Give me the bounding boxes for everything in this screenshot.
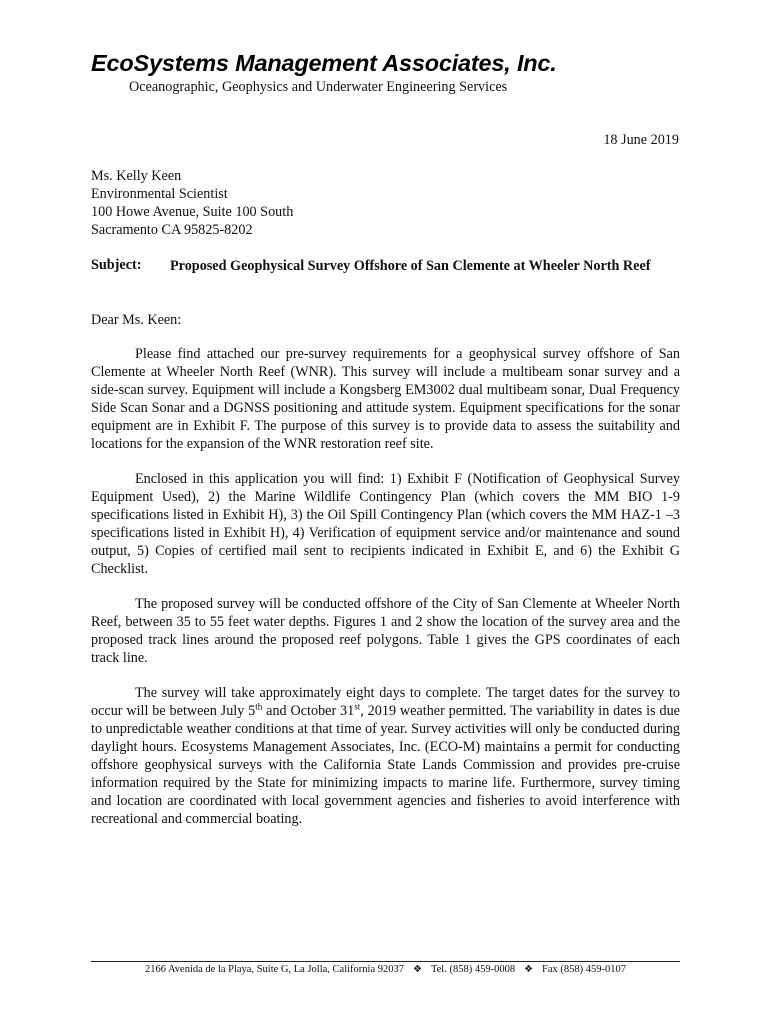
- subject-text: Proposed Geophysical Survey Offshore of San Clemente at Wheeler North Reef: [170, 258, 651, 274]
- diamond-separator-icon: ❖: [412, 964, 422, 975]
- subject-label: Subject:: [91, 257, 142, 273]
- company-name: EcoSystems Management Associates, Inc.: [91, 50, 557, 76]
- diamond-separator-icon: ❖: [524, 964, 534, 975]
- footer-divider: [91, 961, 680, 962]
- footer-address: 2166 Avenida de la Playa, Suite G, La Jolla, California 92037: [144, 964, 404, 975]
- recipient-title: Environmental Scientist: [91, 186, 228, 202]
- body-paragraph-2: Enclosed in this application you will find: 1) Exhibit F (Notification of Geophysical Survey Equipment Used), 2) the Marine Wildlife Contingency Plan (which covers the MM BIO 1-9 specifications listed in Exhibit H), 3) the Oil Spill Contingency Plan (which covers the MM HAZ-1 –3 specifications listed in Exhibit H), 4) Verification of equipment service and/or maintenance and sound output, 5) Copies of certified mail sent to recipients indicated in Exhibit E, and 6) the Exhibit G Checklist.: [91, 471, 680, 577]
- body-paragraph-4: [91, 684, 680, 828]
- footer-fax: Fax (858) 459-0107: [542, 964, 627, 975]
- recipient-name: Ms. Kelly Keen: [91, 168, 182, 184]
- footer-tel: Tel. (858) 459-0008: [430, 964, 516, 975]
- letter-date: 18 June 2019: [603, 132, 679, 148]
- footer: [91, 964, 680, 975]
- p4-part-b: and October 31: [262, 703, 355, 719]
- body-paragraph-1: Please find attached our pre-survey requirements for a geophysical survey offshore of San Clemente at Wheeler North Reef (WNR). This survey will include a multibeam sonar survey and a side-scan survey. Equipment will include a Kongsberg EM3002 dual multibeam sonar, Dual Frequency Side Scan Sonar and a DGNSS positioning and attitude system. Equipment specifications for the sonar equipment are in Exhibit F. The purpose of this survey is to provide data to assess the suitability and locations for the expansion of the WNR restoration reef site.: [91, 346, 680, 452]
- p4-part-c: , 2019 weather permitted. The variability in dates is due to unpredictable weather conditions at that time of year. Survey activities will only be conducted during daylight hours. Ecosystems Management Associates, Inc. (ECO-M) maintains a permit for conducting offshore geophysical surveys with the California State Lands Commission and provides pre-cruise information required by the State for minimizing impacts to marine life. Furthermore, survey timing and location are coordinated with local government agencies and fisheries to avoid interference with recreational and commercial boating.: [91, 703, 680, 827]
- company-tagline: Oceanographic, Geophysics and Underwater Engineering Services: [129, 79, 508, 95]
- recipient-city: Sacramento CA 95825-8202: [91, 222, 253, 238]
- recipient-street: 100 Howe Avenue, Suite 100 South: [91, 204, 294, 220]
- recipient-address: [91, 167, 293, 239]
- p4-sup-th: th: [255, 701, 263, 712]
- p4-sup-st: st: [354, 701, 361, 712]
- body-paragraph-3: The proposed survey will be conducted offshore of the City of San Clemente at Wheeler North Reef, between 35 to 55 feet water depths. Figures 1 and 2 show the location of the survey area and the proposed track lines around the proposed reef polygons. Table 1 gives the GPS coordinates of each track line.: [91, 596, 680, 666]
- p4-part-a: The survey will take approximately eight days to complete. The target dates for the survey to occur will be between July 5: [91, 685, 680, 719]
- salutation: Dear Ms. Keen:: [91, 312, 182, 328]
